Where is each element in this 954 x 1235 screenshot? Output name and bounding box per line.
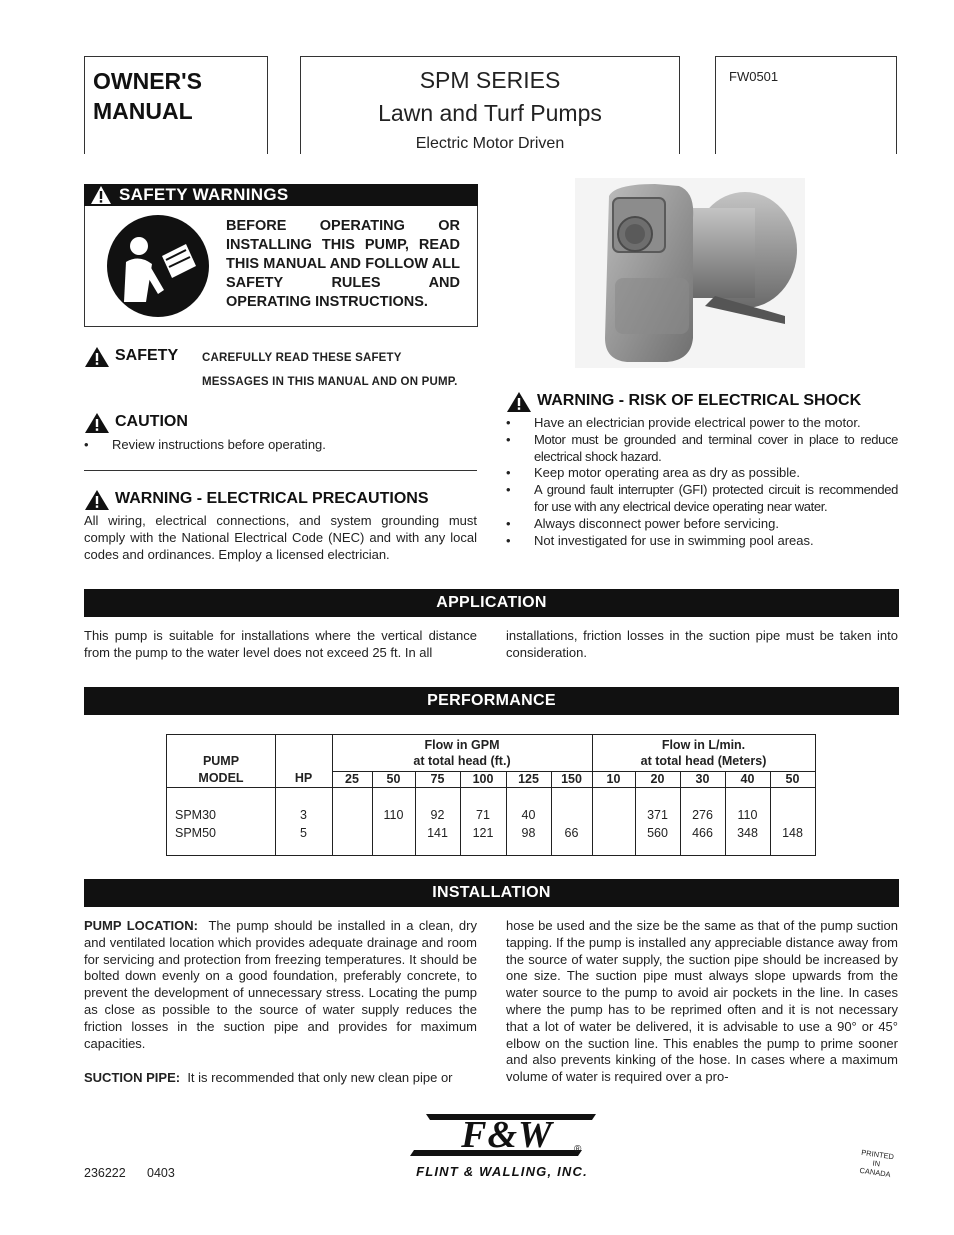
warning-triangle-icon <box>84 412 110 434</box>
gpm-cell: 66 <box>564 826 579 840</box>
suction-pipe-text: It is recommended that only new clean pipe or <box>187 1070 453 1085</box>
gpm-cell: 141 <box>427 826 448 840</box>
safety-line1: CAREFULLY READ THESE SAFETY <box>202 352 402 364</box>
shock-warning-label: WARNING - RISK OF ELECTRICAL SHOCK <box>537 392 862 409</box>
head-col: 20 <box>650 772 665 786</box>
list-item: • A ground fault interrupter (GFI) protected circuit is recommended for use with any electrical device operating near water. <box>506 482 898 514</box>
table-divider <box>592 735 593 855</box>
gpm-header: Flow in GPM <box>424 738 500 752</box>
table-divider <box>167 787 815 788</box>
lmin-cell: 110 <box>737 808 758 822</box>
series-title: SPM SERIES <box>419 67 561 93</box>
list-item: • Have an electrician provide electrical power to the motor. <box>506 415 861 430</box>
owners-manual-box <box>84 56 268 154</box>
caution-heading <box>84 412 224 434</box>
shock-warning-heading <box>506 391 900 413</box>
printed-in-canada: PRINTED IN CANADA <box>858 1147 895 1180</box>
pump-location-label: PUMP LOCATION: <box>84 918 198 933</box>
gpm-cell: 110 <box>383 808 404 822</box>
performance-table <box>166 734 816 856</box>
read-manual-icon <box>106 214 210 318</box>
application-col1: This pump is suitable for installations where the vertical distance from the pump to the water level does not exceed 25 ft. In all <box>84 628 477 660</box>
lmin-cell: 276 <box>692 808 713 822</box>
model-header: MODEL <box>198 771 244 785</box>
electrical-precautions-label: WARNING - ELECTRICAL PRECAUTIONS <box>115 490 429 507</box>
safety-warnings-text: BEFORE OPERATING OR INSTALLING THIS PUMP, READ THIS MANUAL AND FOLLOW ALL SAFETY RULES AND OPERATING INSTRUCTIONS. <box>226 218 460 310</box>
safety-label: SAFETY <box>115 347 179 364</box>
head-col: 125 <box>518 772 539 786</box>
head-col: 50 <box>386 772 401 786</box>
safety-warnings-title: SAFETY WARNINGS <box>119 185 289 204</box>
caution-label: CAUTION <box>115 413 188 430</box>
lmin-cell: 560 <box>647 826 668 840</box>
gpm-cell: 71 <box>476 808 490 822</box>
head-col: 40 <box>740 772 755 786</box>
lmin-header: Flow in L/min. <box>661 738 746 752</box>
installation-col2: hose be used and the size be the same as that of the pump suction tapping. If the pump is installed any appreciable distance away from the source of water supply, the suction pipe should be increased by one size. The suction pipe must always slope upwards from the water source to the pump to avoid air pockets in the line. In cases where the pump has to be reprimed often and it is not necessary that a lot of water be delivered, it is advisable to use a 90° or 45° elbow on the suction line. This enables the pump to prime sooner and also prevents kinking of the hose. In cases where a maximum volume of water is required over a pro- <box>506 918 898 1085</box>
list-item: • Not investigated for use in swimming pool areas. <box>506 533 814 548</box>
logo-text: F&W <box>461 1114 553 1156</box>
hp-header: HP <box>294 771 313 785</box>
gpm-cell: 92 <box>430 808 445 822</box>
lmin-cell: 348 <box>737 826 758 840</box>
electrical-precautions-text: All wiring, electrical connections, and system grounding must comply with the National Electrical Code (NEC) and with any local codes and ordinances. Employ a licensed electrician. <box>84 513 477 562</box>
owners-label: OWNER'S <box>93 68 202 94</box>
lmin-cell: 148 <box>782 826 803 840</box>
head-col: 100 <box>472 772 494 786</box>
warning-triangle-icon <box>84 489 110 511</box>
application-col2: installations, friction losses in the suction pipe must be taken into consideration. <box>506 628 898 660</box>
suction-pipe-label: SUCTION PIPE: <box>84 1070 181 1085</box>
gpm-cell: 40 <box>521 808 536 822</box>
drive-subtitle: Electric Motor Driven <box>415 135 565 152</box>
warning-triangle-icon <box>90 185 112 205</box>
pump-location-paragraph <box>84 918 477 1052</box>
flint-walling-logo <box>396 1110 606 1164</box>
electrical-precautions-heading <box>84 489 478 511</box>
safety-heading <box>84 346 204 368</box>
pump-header: PUMP <box>202 754 240 768</box>
list-item: • Always disconnect power before servicing. <box>506 516 779 531</box>
pump-photo <box>575 178 805 368</box>
table-divider <box>332 735 333 855</box>
model-cell: SPM30 <box>175 808 216 822</box>
hp-cell: 3 <box>300 808 307 822</box>
head-col: 10 <box>606 772 621 786</box>
product-title: Lawn and Turf Pumps <box>378 100 602 126</box>
lmin-cell: 466 <box>692 826 713 840</box>
head-col: 75 <box>430 772 445 786</box>
installation-bar: INSTALLATION <box>84 879 899 907</box>
model-cell: SPM50 <box>175 826 216 840</box>
warning-triangle-icon <box>84 346 110 368</box>
gpm-subheader: at total head (ft.) <box>413 754 511 768</box>
warning-triangle-icon <box>506 391 532 413</box>
divider <box>84 470 477 471</box>
doc-code-box <box>715 56 897 154</box>
hp-cell: 5 <box>300 826 307 840</box>
list-item: • Keep motor operating area as dry as possible. <box>506 465 800 480</box>
safety-line2: MESSAGES IN THIS MANUAL AND ON PUMP. <box>202 376 458 388</box>
safety-warnings-header <box>84 184 478 206</box>
title-box <box>300 56 680 154</box>
list-item: • Review instructions before operating. <box>84 437 326 452</box>
manual-label: MANUAL <box>93 98 193 124</box>
head-col: 25 <box>345 772 359 786</box>
performance-bar: PERFORMANCE <box>84 687 899 715</box>
date-code: 0403 <box>147 1166 175 1180</box>
list-item: • Motor must be grounded and terminal cover in place to reduce electrical shock hazard. <box>506 432 898 464</box>
gpm-cell: 98 <box>521 826 536 840</box>
registered-mark: ® <box>574 1144 582 1155</box>
part-number: 236222 <box>84 1166 126 1180</box>
head-col: 150 <box>561 772 582 786</box>
doc-code: FW0501 <box>729 69 779 84</box>
lmin-subheader: at total head (Meters) <box>640 754 767 768</box>
lmin-cell: 371 <box>647 808 668 822</box>
gpm-cell: 121 <box>472 826 494 840</box>
pump-location-text: The pump should be installed in a clean, dry and ventilated location which provides adequate drainage and room for servicing and protection from freezing temperatures. It should be bolted down evenly on a good foundation, preferably concrete, to prevent the development of unnecessary stress. Locating the pump as close as possible to the source of water supply reduces the friction losses in the suction pipe and provides for maximum capacities. <box>84 918 477 1051</box>
head-col: 30 <box>695 772 710 786</box>
application-bar: APPLICATION <box>84 589 899 617</box>
company-name: FLINT & WALLING, INC. <box>416 1164 588 1179</box>
suction-pipe-paragraph <box>84 1070 477 1087</box>
head-col: 50 <box>785 772 800 786</box>
